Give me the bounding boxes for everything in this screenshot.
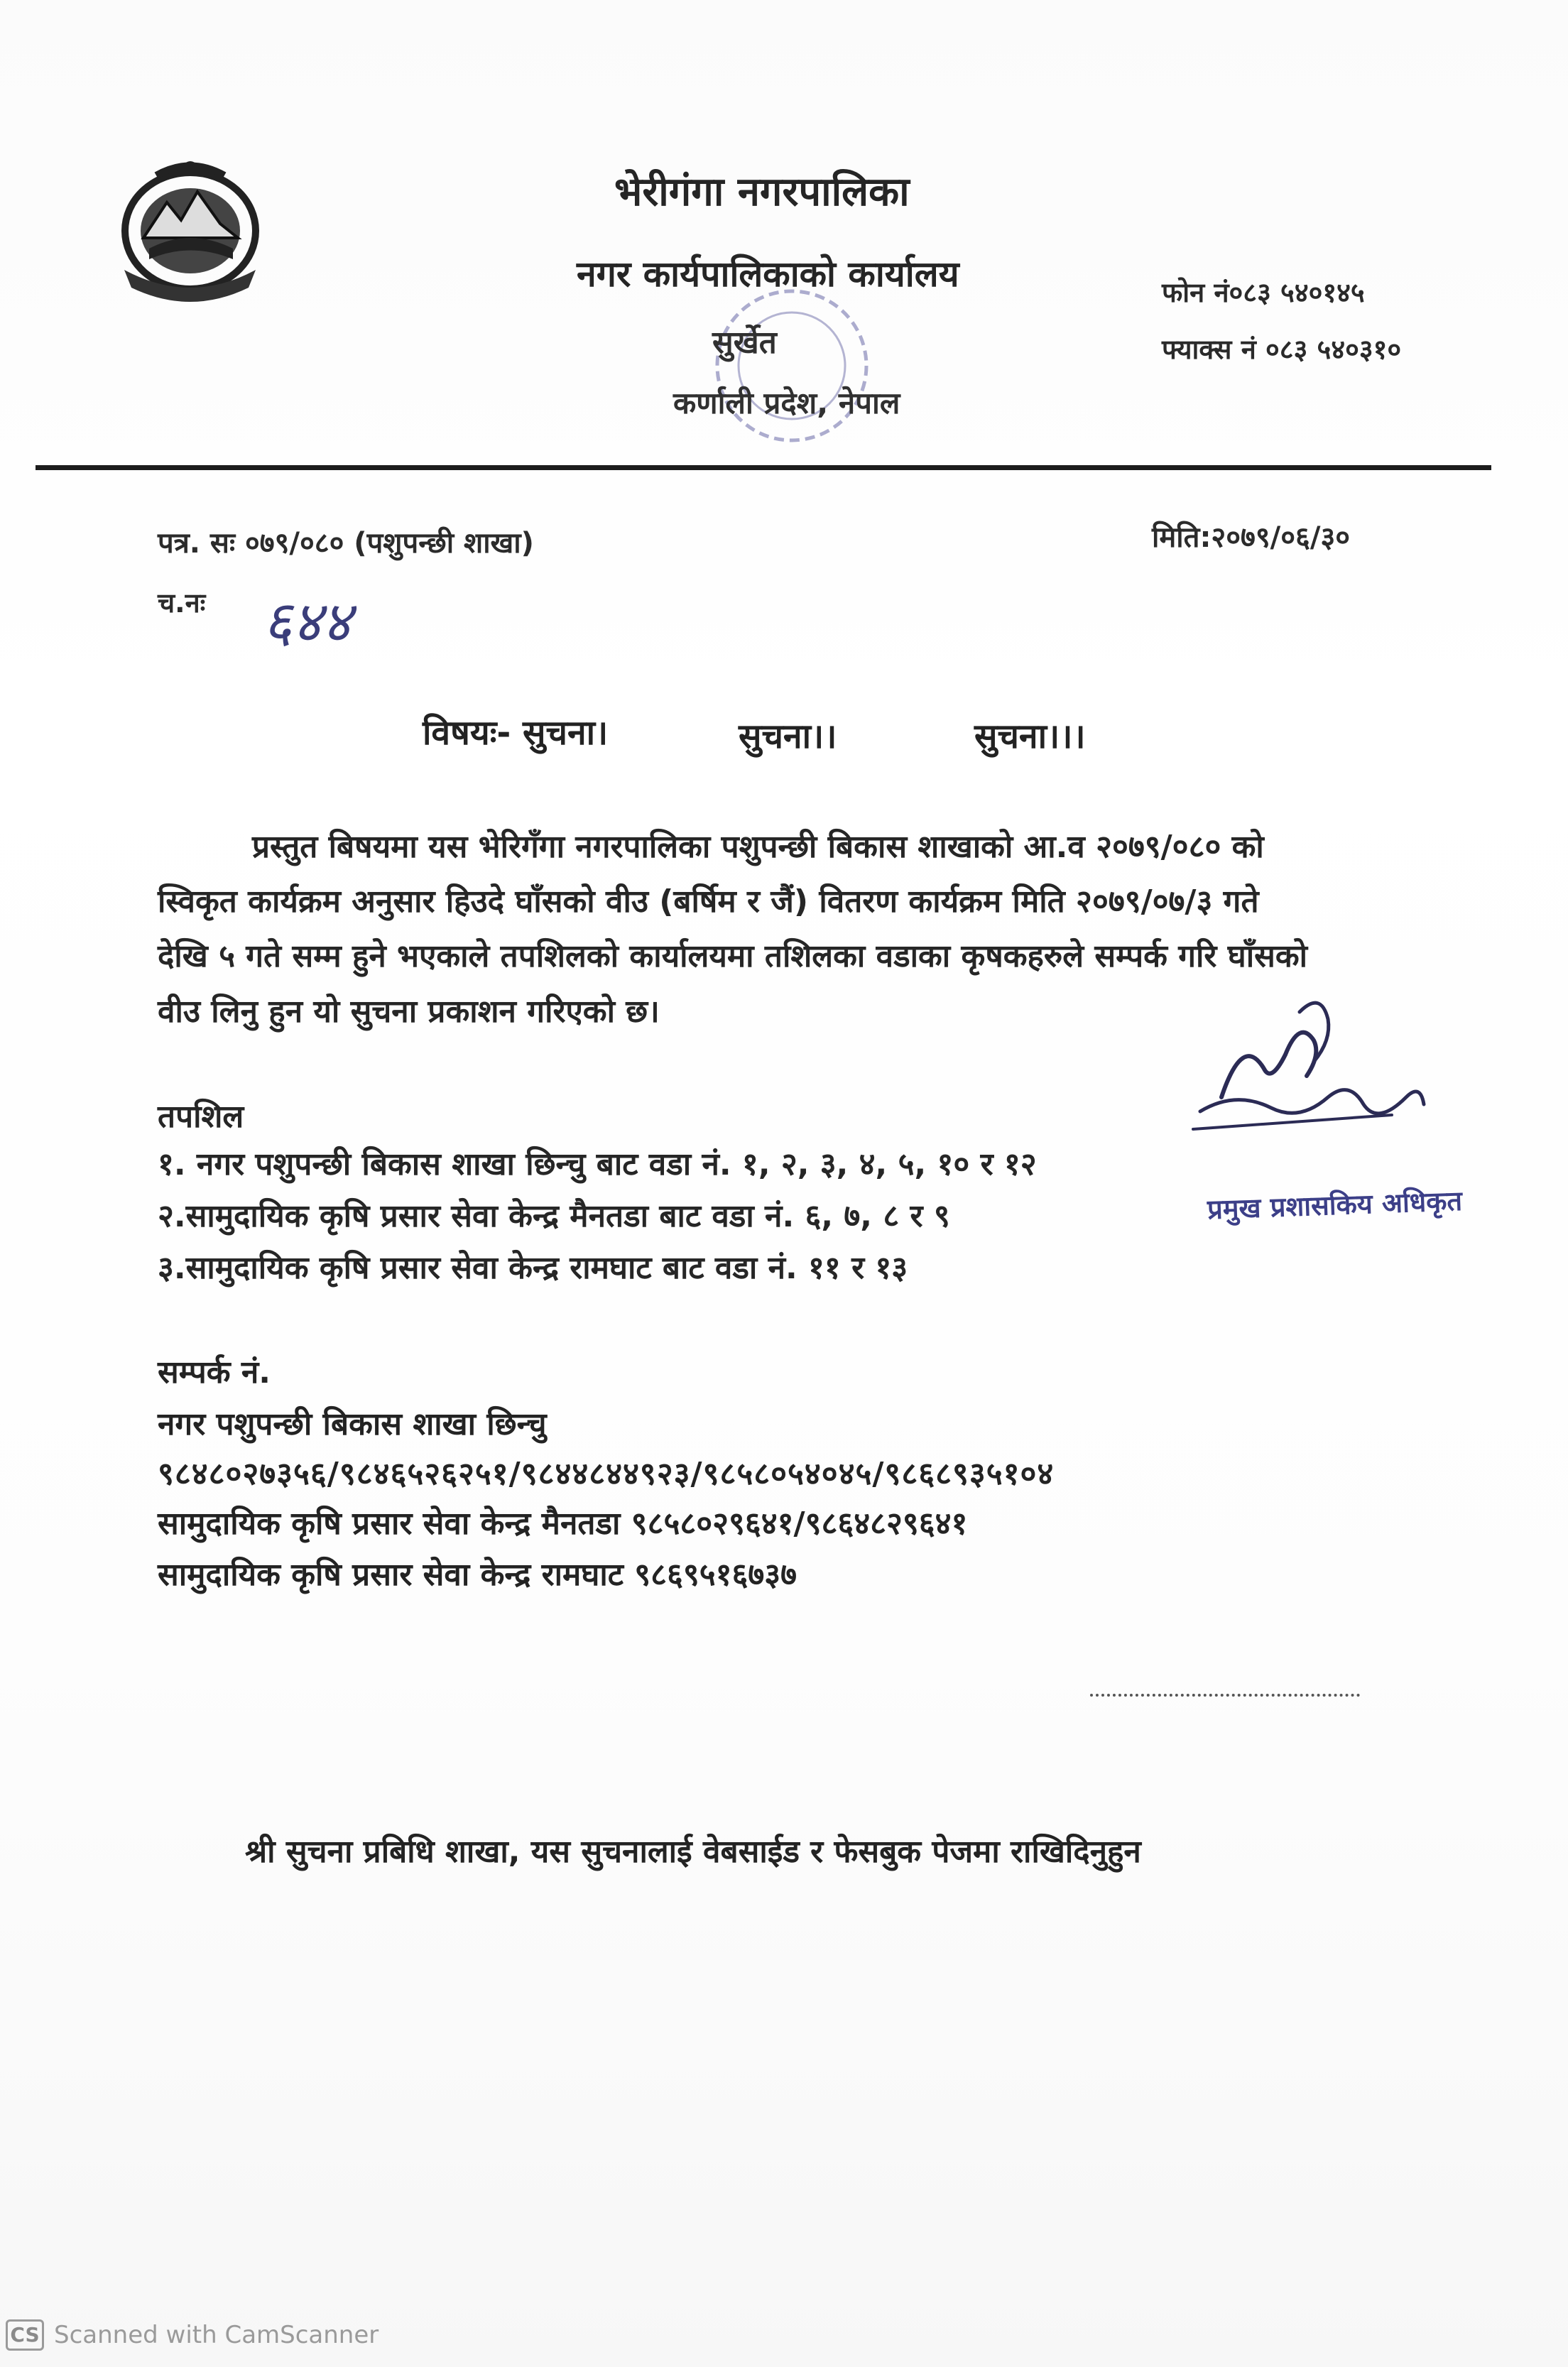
- office-location: सुर्खेत: [712, 325, 777, 361]
- header-divider: [36, 465, 1491, 470]
- reference-number: पत्र. सः ०७९/०८० (पशुपन्छी शाखा): [158, 527, 534, 560]
- camscanner-logo-icon: CS: [6, 2319, 44, 2351]
- details-item-2: २.सामुदायिक कृषि प्रसार सेवा केन्द्र मैनतडा बाट वडा नं. ६, ७, ८ र ९: [158, 1198, 950, 1234]
- subject-line: विषयः- सुचना।: [423, 713, 609, 753]
- dotted-signature-line: [1090, 1694, 1360, 1697]
- phone-number: फोन नं०८३ ५४०१४५: [1162, 277, 1365, 308]
- camscanner-watermark: Scanned with CamScanner: [54, 2321, 379, 2349]
- contact-branch-name: नगर पशुपन्छी बिकास शाखा छिन्चु: [158, 1406, 547, 1442]
- body-line-3: देखि ५ गते सम्म हुने भएकाले तपशिलको कार्यालयमा तशिलका वडाका कृषकहरुले सम्पर्क गरि घाँसको: [158, 938, 1308, 974]
- dispatch-number-value: ६४४: [263, 589, 352, 655]
- body-line-4: वीउ लिनु हुन यो सुचना प्रकाशन गरिएको छ।: [158, 994, 660, 1030]
- contact-branch-numbers: ९८४८०२७३५६/९८४६५२६२५१/९८४४८४४९२३/९८५८०५४०४५/९८६८९३५१०४: [158, 1456, 1055, 1492]
- office-stamp-icon: [696, 281, 888, 451]
- dispatch-number-label: च.नः: [158, 587, 206, 619]
- nepal-emblem-icon: [107, 153, 273, 305]
- signature-icon: [1179, 991, 1434, 1154]
- subject-repeat-2: सुचना।।: [739, 717, 837, 756]
- details-item-3: ३.सामुदायिक कृषि प्रसार सेवा केन्द्र रामघाट बाट वडा नं. ११ र १३: [158, 1250, 908, 1286]
- contact-heading: सम्पर्क नं.: [158, 1354, 271, 1391]
- municipality-name: भेरीगंगा नगरपालिका: [614, 169, 910, 215]
- contact-mainatada: सामुदायिक कृषि प्रसार सेवा केन्द्र मैनतडा ९८५८०२९६४१/९८६४८२९६४१: [158, 1506, 968, 1542]
- fax-number: फ्याक्स नं ०८३ ५४०३१०: [1162, 334, 1402, 365]
- signatory-title: प्रमुख प्रशासकिय अधिकृत: [1207, 1185, 1463, 1226]
- contact-ramghat: सामुदायिक कृषि प्रसार सेवा केन्द्र रामघाट ९८६९५१६७३७: [158, 1557, 797, 1593]
- body-line-1: प्रस्तुत बिषयमा यस भेरिगँगा नगरपालिका पशुपन्छी बिकास शाखाको आ.व २०७९/०८० को: [252, 829, 1264, 865]
- body-line-2: स्विकृत कार्यक्रम अनुसार हिउदे घाँसको वीउ (बर्षिम र जैं) वितरण कार्यक्रम मिति २०७९/०७/३ गते: [158, 883, 1259, 920]
- subject-repeat-3: सुचना।।।: [974, 717, 1086, 756]
- office-name: नगर कार्यपालिकाको कार्यालय: [577, 254, 959, 295]
- details-heading: तपशिल: [158, 1099, 244, 1135]
- province-name: कर्णाली प्रदेश, नेपाल: [673, 386, 900, 420]
- footer-note: श्री सुचना प्रबिधि शाखा, यस सुचनालाई वेबसाईड र फेसबुक पेजमा राखिदिनुहुन: [245, 1834, 1141, 1870]
- letter-date: मिति:२०७९/०६/३०: [1152, 521, 1351, 554]
- details-item-1: १. नगर पशुपन्छी बिकास शाखा छिन्चु बाट वडा नं. १, २, ३, ४, ५, १० र १२: [158, 1146, 1037, 1182]
